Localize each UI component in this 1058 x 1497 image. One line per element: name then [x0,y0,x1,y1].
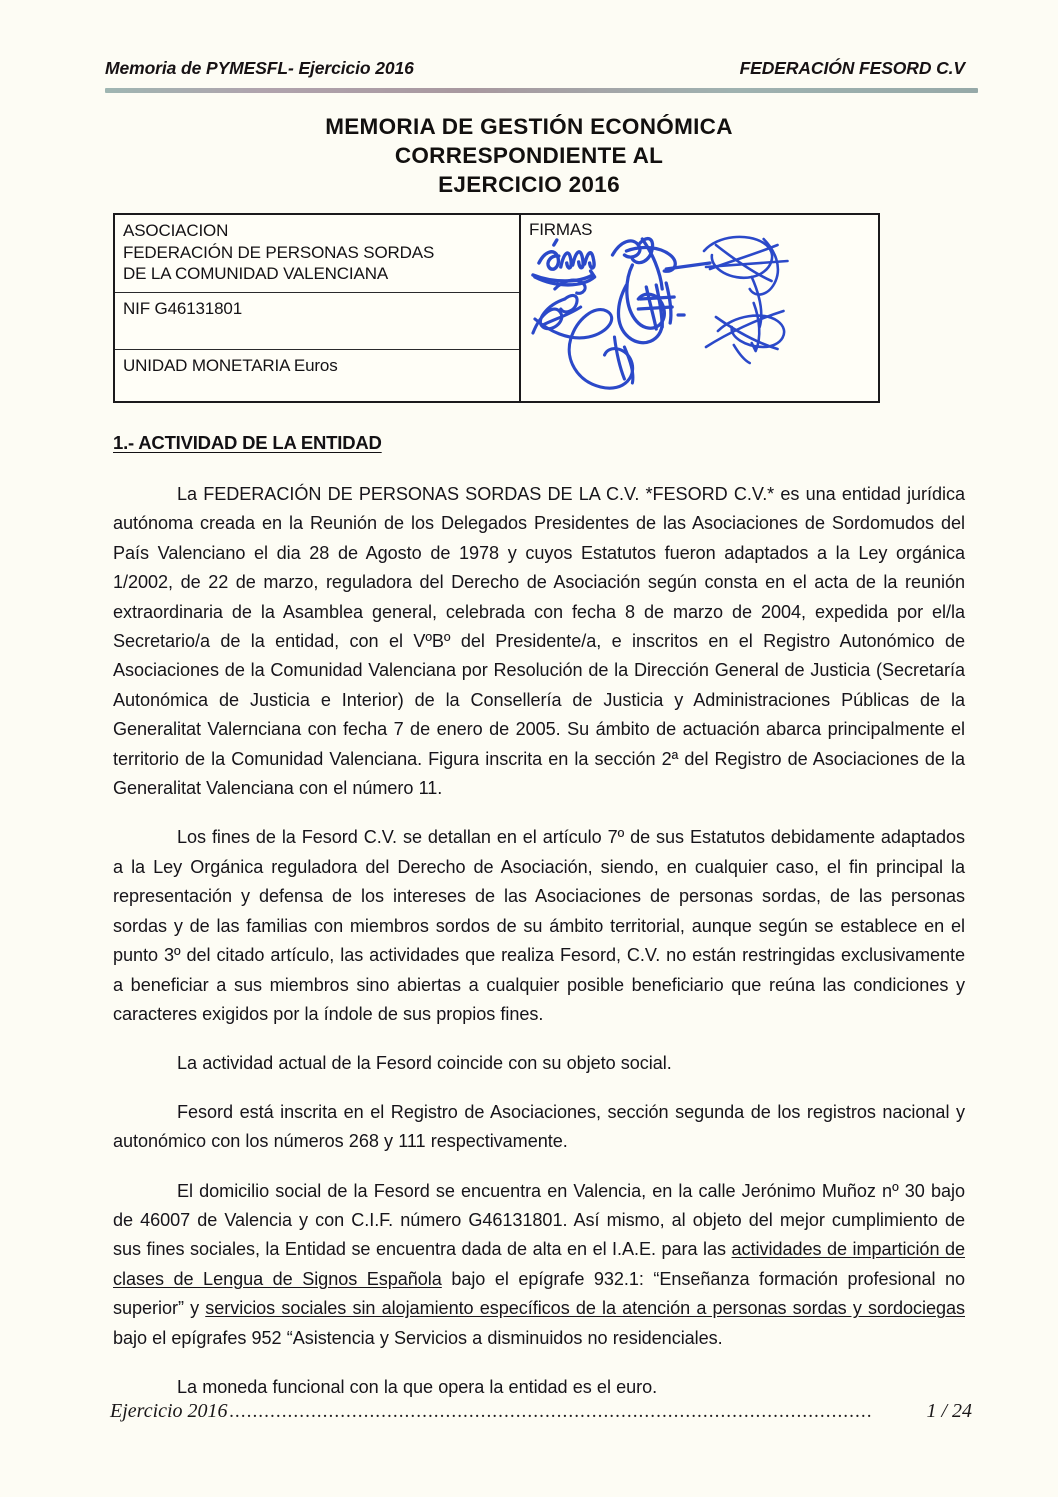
asociacion-name-line-2: DE LA COMUNIDAD VALENCIANA [123,264,389,283]
asociacion-label: ASOCIACION [123,221,229,240]
nif-value: NIF G46131801 [123,299,243,318]
entity-identity-table [113,213,880,403]
header-right-text: FEDERACIÓN FESORD C.V [739,58,965,78]
table-row-unidad-monetaria [115,350,519,401]
title-line-3: EJERCICIO 2016 [438,172,620,197]
identity-column [115,215,521,401]
table-row-asociacion [115,215,519,293]
footer-dot-leader: .............................................................................................................. [229,1401,874,1422]
section-heading-actividad: 1.- ACTIVIDAD DE LA ENTIDAD [113,432,382,453]
office-underline-2: servicios sociales sin alojamiento específicos de la atención a personas sordas y sordociegas [205,1298,965,1319]
office-underline-1: actividades de impartición de clases de Lengua de Signos Española [113,1239,965,1289]
table-row-nif [115,293,519,350]
header-divider-rule [105,88,978,93]
page-footer [110,1400,972,1423]
footer-page-number: 1 / 24 [926,1400,972,1422]
title-line-2: CORRESPONDIENTE AL [394,143,664,168]
paragraph-registered-office [113,1177,965,1353]
paragraph-registry-numbers: Fesord está inscrita en el Registro de Asociaciones, sección segunda de los registros nacional y autonómico con los números 268 y 111 respectivamente. [113,1101,965,1152]
footer-label: Ejercicio 2016 [110,1400,228,1422]
handwritten-signatures-icon [521,215,878,401]
paragraph-entity-description: La FEDERACIÓN DE PERSONAS SORDAS DE LA C.V. *FESORD C.V.* es una entidad jurídica autónoma creada en la Reunión de los Delegados Presidentes de las Asociaciones de Sordomudos del País Valenciano el dia 28 de Agosto de 1978 y cuyos Estatutos fueron adaptados a la Ley orgánica 1/2002, de 22 de marzo, reguladora del Derecho de Asociación según consta en el acta de la reunión extraordinaria de la Asamblea general, celebrada con fecha 8 de marzo de 2004, expedida por el/la Secretario/a de la entidad, con el VºBº del Presidente/a, e inscritos en el Registro Autonómico de Asociaciones de la Comunidad Valenciana por Resolución de la Dirección General de Justicia (Secretaría Autonómica de Justicia e Interior) de la Consellería de Justicia y Administraciones Públicas de la Generalitat Valernciana con fecha 7 de enero de 2005. Su ámbito de actuación abarca principalmente el territorio de la Comunidad Valenciana. Figura inscrita en la sección 2ª del Registro de Asociaciones de la Generalitat Valenciana con el número 11. [113,484,965,799]
signatures-cell [521,215,878,401]
body-text-column [113,480,965,1422]
office-text-part-2: bajo el epígrafe 932.1: “Enseñanza formación profesional no superior” y [113,1268,965,1319]
firmas-label: FIRMAS [529,220,593,239]
running-header [105,58,977,79]
page-title [0,112,1058,199]
office-text-part-1: El domicilio social de la Fesord se encuentra en Valencia, en la calle Jerónimo Muñoz nº 30 bajo de 46007 de Valencia y con C.I.F. número G46131801. Así mismo, al objeto del mejor cumplimiento de sus fines sociales, la Entidad se encuentra dada de alta en el I.A.E. para las [113,1180,965,1260]
unidad-monetaria-value: UNIDAD MONETARIA Euros [123,356,338,375]
paragraph-functional-currency: La moneda funcional con la que opera la entidad es el euro. [177,1376,658,1397]
paragraph-current-activity: La actividad actual de la Fesord coincide con su objeto social. [177,1053,672,1074]
asociacion-name-line-1: FEDERACIÓN DE PERSONAS SORDAS [123,242,435,262]
title-line-1: MEMORIA DE GESTIÓN ECONÓMICA [325,114,733,139]
paragraph-entity-purposes: Los fines de la Fesord C.V. se detallan en el artículo 7º de sus Estatutos debidamente adaptados a la Ley Orgánica reguladora del Derecho de Asociación, siendo, en cualquier caso, el fin principal la representación y defensa de los intereses de las Asociaciones de personas sordas, de las personas sordas y de las familias con miembros sordos de su ámbito territorial, aunque según se establece en el punto 3º del citado artículo, las actividades que realiza Fesord, C.V. no están restringidas exclusivamente a beneficiar a sus miembros sino abiertas a cualquier posible beneficiario que reúna las condiciones y caracteres exigidos por la índole de sus propios fines. [113,827,965,1024]
header-left-text: Memoria de PYMESFL- Ejercicio 2016 [105,58,414,78]
office-text-part-3: bajo el epígrafes 952 “Asistencia y Servicios a disminuidos no residenciales. [113,1327,723,1348]
